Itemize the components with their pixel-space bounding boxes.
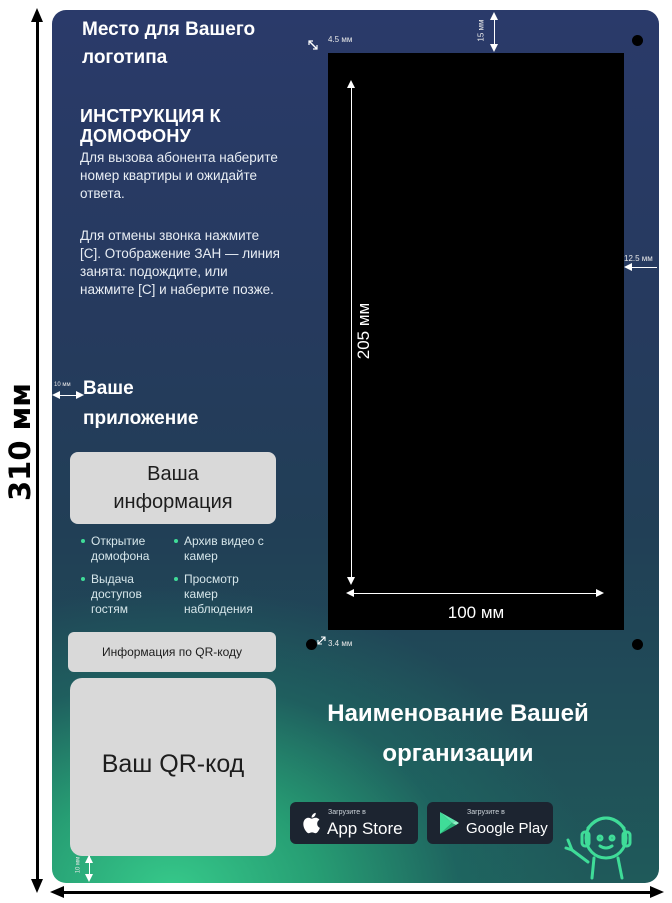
qr-info-label: Информация по QR-коду xyxy=(101,645,243,659)
hole-dimension-icon xyxy=(317,630,326,639)
app-store-top-text: Загрузите в xyxy=(328,809,366,816)
top-margin-arrow-up-icon xyxy=(490,12,498,20)
bottom-margin-arrow-up-icon xyxy=(85,855,93,863)
info-box-text: Ваша информация xyxy=(113,463,233,513)
top-margin-label: 15 мм xyxy=(476,19,486,42)
left-margin-label: 10 мм xyxy=(54,382,71,388)
bullet-dot-icon xyxy=(81,577,85,581)
info-box xyxy=(70,452,276,524)
mounting-hole-top-right xyxy=(632,35,643,46)
bullet-dot-icon xyxy=(174,539,178,543)
screen-height-arrow-up-icon xyxy=(347,80,355,88)
screen-width-arrow-left-icon xyxy=(346,589,354,597)
bullet-dot-icon xyxy=(81,539,85,543)
instructions-paragraph-2: Для отмены звонка нажмите [C]. Отображение ЗАН — линия занята: подождите, или нажмите [C] и наберите позже. xyxy=(80,228,280,297)
hole-dimension-label: 3.4 мм xyxy=(328,639,353,648)
arrow-right-icon xyxy=(650,886,664,898)
qr-info-box xyxy=(68,632,276,672)
google-play-icon xyxy=(438,811,460,835)
logo-placeholder-text: Место для Вашего логотипа xyxy=(82,19,256,68)
feature-text: Открытие домофона xyxy=(91,534,150,563)
feature-item xyxy=(184,572,274,617)
app-store-name: App Store xyxy=(327,819,403,838)
arrow-up-icon xyxy=(31,8,43,22)
qr-code-placeholder xyxy=(70,678,276,856)
feature-item xyxy=(91,572,161,617)
screen-height-label: 205 мм xyxy=(354,302,373,360)
organization-name: Наименование Вашей организации xyxy=(327,700,589,767)
app-store-badge[interactable] xyxy=(290,802,418,844)
screen-width-arrow-right-icon xyxy=(596,589,604,597)
bottom-margin-label: 10 мм xyxy=(75,856,82,874)
instructions-paragraph-1: Для вызова абонента наберите номер квартиры и ожидайте ответа. xyxy=(80,150,278,201)
height-label: 310 мм xyxy=(3,382,37,502)
mounting-hole-bottom-right xyxy=(632,639,643,650)
screen-width-line xyxy=(350,593,602,594)
right-margin-label: 12.5 мм xyxy=(624,254,653,263)
corner-dimension-label: 4.5 мм xyxy=(328,35,353,44)
screen-width-label: 100 мм xyxy=(447,603,505,622)
display-screen xyxy=(328,53,624,630)
screen-height-arrow-down-icon xyxy=(347,577,355,585)
google-play-badge[interactable] xyxy=(427,802,553,844)
mounting-hole-bottom-left xyxy=(306,639,317,650)
arrow-left-icon xyxy=(50,886,64,898)
arrow-down-icon xyxy=(31,879,43,893)
screen-height-line xyxy=(351,83,352,583)
instructions-title: ИНСТРУКЦИЯ К ДОМОФОНУ xyxy=(80,106,221,146)
left-margin-arrow-left-icon xyxy=(52,391,60,399)
qr-placeholder-text: Ваш QR-код xyxy=(101,750,245,778)
width-dimension-line xyxy=(62,891,652,894)
corner-dimension-icon xyxy=(308,35,318,45)
robot-mascot-icon xyxy=(564,806,644,883)
feature-text: Архив видео с камер xyxy=(184,534,264,563)
feature-item xyxy=(91,534,171,564)
feature-item xyxy=(184,534,276,564)
intercom-panel xyxy=(52,10,659,883)
feature-text: Просмотр камер наблюдения xyxy=(184,572,253,616)
right-margin-arrow-left-icon xyxy=(624,263,632,271)
google-play-top-text: Загрузите в xyxy=(467,809,505,816)
app-title: Ваше приложение xyxy=(83,378,199,429)
google-play-name: Google Play xyxy=(466,820,548,837)
feature-text: Выдача доступов гостям xyxy=(91,572,142,616)
bullet-dot-icon xyxy=(174,577,178,581)
top-margin-arrow-down-icon xyxy=(490,44,498,52)
apple-icon xyxy=(302,811,322,835)
bottom-margin-arrow-down-icon xyxy=(85,874,93,882)
